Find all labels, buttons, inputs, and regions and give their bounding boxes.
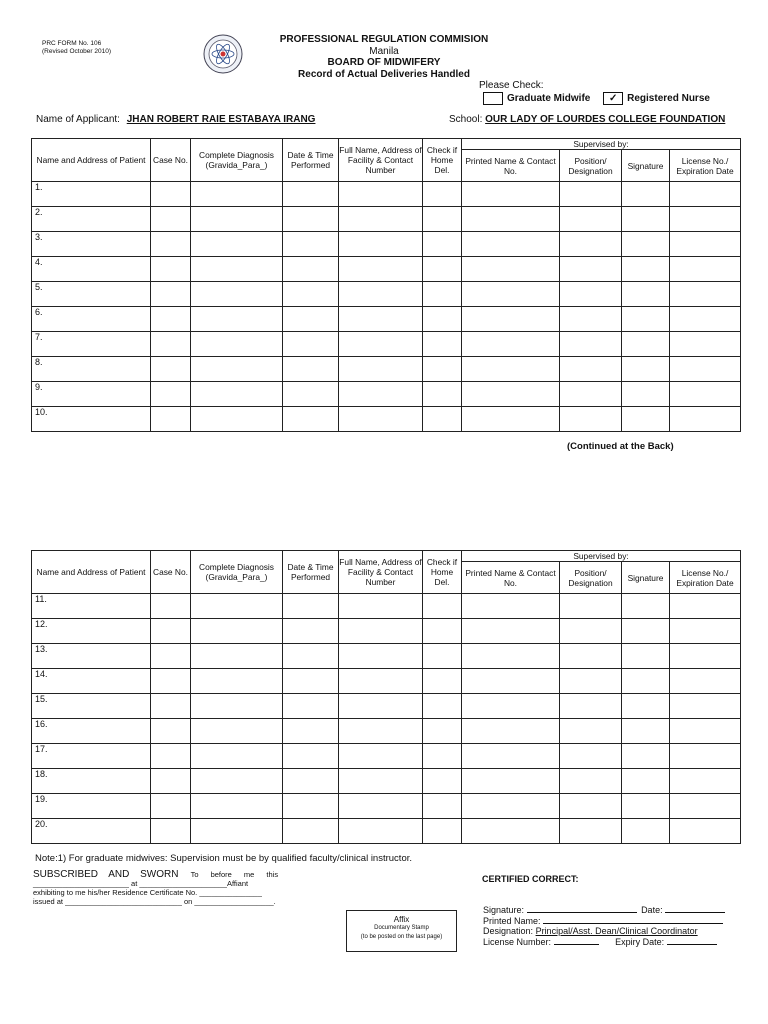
col-facility: Full Name, Address of Facility & Contact Number (339, 139, 423, 182)
table-cell[interactable] (670, 694, 741, 719)
table-cell[interactable] (670, 744, 741, 769)
table-cell[interactable] (622, 182, 670, 207)
certified-title: CERTIFIED CORRECT: (482, 874, 579, 884)
check-options (483, 92, 710, 105)
col-home-del: Check if Home Del. (423, 551, 462, 594)
table-cell[interactable] (339, 207, 423, 232)
stamp-title: Affix (393, 915, 410, 924)
table-cell[interactable] (622, 407, 670, 432)
table-cell[interactable] (191, 769, 283, 794)
table-cell[interactable] (423, 819, 462, 844)
col-printed-name: Printed Name & Contact No. (462, 150, 560, 182)
applicant-name-label: Name of Applicant: (36, 114, 120, 125)
table-cell[interactable] (151, 644, 191, 669)
table-cell[interactable] (191, 257, 283, 282)
row-number-cell[interactable]: 16. (32, 719, 151, 744)
form-title: Record of Actual Deliveries Handled (298, 68, 470, 80)
table-cell[interactable] (283, 819, 339, 844)
board-name: BOARD OF MIDWIFERY (327, 57, 441, 68)
table-cell[interactable] (462, 644, 560, 669)
signature-field[interactable] (527, 912, 637, 913)
table-cell[interactable] (670, 769, 741, 794)
table-cell[interactable] (670, 619, 741, 644)
oath-line-4[interactable]: issued at ____________________________ on ___________________. (33, 897, 276, 906)
table-cell[interactable] (462, 182, 560, 207)
table-cell[interactable] (670, 182, 741, 207)
row-number-cell[interactable]: 4. (32, 257, 151, 282)
table-cell[interactable] (560, 207, 622, 232)
table-cell[interactable] (560, 282, 622, 307)
table-cell[interactable] (191, 644, 283, 669)
table-cell[interactable] (670, 594, 741, 619)
table-cell[interactable] (151, 769, 191, 794)
table-cell[interactable] (462, 744, 560, 769)
table-cell[interactable] (191, 407, 283, 432)
table-row (32, 332, 741, 357)
table-cell[interactable] (423, 594, 462, 619)
row-number-cell[interactable]: 18. (32, 769, 151, 794)
supervision-note: Note:1) For graduate midwives: Supervision must be by qualified faculty/clinical instructor. (35, 853, 413, 864)
expiry-field[interactable] (667, 944, 717, 945)
continued-note: (Continued at the Back) (567, 441, 674, 452)
col-case-no: Case No. (151, 551, 191, 594)
row-number-cell[interactable]: 3. (32, 232, 151, 257)
table-cell[interactable] (622, 794, 670, 819)
table-cell[interactable] (339, 332, 423, 357)
table-cell[interactable] (151, 257, 191, 282)
table-cell[interactable] (339, 769, 423, 794)
date-label: Date: (641, 905, 663, 915)
table-cell[interactable] (339, 257, 423, 282)
table-cell[interactable] (283, 644, 339, 669)
table-cell[interactable] (283, 282, 339, 307)
oath-line-2[interactable]: _______________________ at _____________________Affiant (33, 879, 249, 888)
table-row (32, 357, 741, 382)
table-cell[interactable] (423, 307, 462, 332)
table-cell[interactable] (622, 282, 670, 307)
table-cell[interactable] (339, 182, 423, 207)
table-row (32, 232, 741, 257)
table-cell[interactable] (462, 232, 560, 257)
table-cell[interactable] (339, 694, 423, 719)
table-cell[interactable] (462, 332, 560, 357)
oath-block (33, 870, 293, 906)
table-cell[interactable] (423, 232, 462, 257)
table-cell[interactable] (622, 644, 670, 669)
table-cell[interactable] (151, 332, 191, 357)
col-diagnosis: Complete Diagnosis (Gravida_Para_) (191, 551, 283, 594)
designation-value[interactable]: Principal/Asst. Dean/Clinical Coordinator (535, 926, 698, 936)
table-cell[interactable] (560, 694, 622, 719)
table-cell[interactable] (423, 382, 462, 407)
table-cell[interactable] (423, 357, 462, 382)
col-license: License No./ Expiration Date (670, 562, 741, 594)
table-cell[interactable] (560, 257, 622, 282)
table-cell[interactable] (151, 307, 191, 332)
table-row (32, 644, 741, 669)
table-cell[interactable] (191, 669, 283, 694)
table-cell[interactable] (560, 769, 622, 794)
signature-label: Signature: (483, 905, 525, 915)
row-number-cell[interactable]: 19. (32, 794, 151, 819)
oath-sworn: SUBSCRIBED AND SWORN (33, 869, 179, 880)
row-number-cell[interactable]: 7. (32, 332, 151, 357)
table-cell[interactable] (423, 207, 462, 232)
table-cell[interactable] (283, 769, 339, 794)
table-cell[interactable] (283, 744, 339, 769)
table-cell[interactable] (283, 257, 339, 282)
table-cell[interactable] (283, 794, 339, 819)
table-cell[interactable] (622, 232, 670, 257)
table-cell[interactable] (670, 282, 741, 307)
table-cell[interactable] (670, 307, 741, 332)
col-patient: Name and Address of Patient (32, 551, 151, 594)
expiry-label: Expiry Date: (615, 936, 665, 947)
table-cell[interactable] (283, 207, 339, 232)
table-cell[interactable] (191, 819, 283, 844)
table-cell[interactable] (191, 182, 283, 207)
table-cell[interactable] (622, 207, 670, 232)
row-number-cell[interactable]: 5. (32, 282, 151, 307)
table-cell[interactable] (423, 619, 462, 644)
col-license: License No./ Expiration Date (670, 150, 741, 182)
table-cell[interactable] (462, 619, 560, 644)
row-number-cell[interactable]: 17. (32, 744, 151, 769)
table-cell[interactable] (191, 694, 283, 719)
table-cell[interactable] (462, 594, 560, 619)
table-cell[interactable] (339, 407, 423, 432)
table-cell[interactable] (423, 744, 462, 769)
table-cell[interactable] (339, 669, 423, 694)
table-cell[interactable] (191, 594, 283, 619)
table-cell[interactable] (151, 819, 191, 844)
table-cell[interactable] (283, 182, 339, 207)
table-cell[interactable] (560, 332, 622, 357)
school-value[interactable]: OUR LADY OF LOURDES COLLEGE FOUNDATION (485, 114, 726, 125)
table-cell[interactable] (191, 307, 283, 332)
table-cell[interactable] (560, 594, 622, 619)
table-cell[interactable] (622, 382, 670, 407)
col-home-del: Check if Home Del. (423, 139, 462, 182)
table-cell[interactable] (191, 794, 283, 819)
table-cell[interactable] (670, 207, 741, 232)
col-printed-name: Printed Name & Contact No. (462, 562, 560, 594)
form-revised: (Revised October 2010) (42, 48, 112, 55)
row-number-cell[interactable]: 1. (32, 182, 151, 207)
table-cell[interactable] (560, 232, 622, 257)
license-label: License Number: (483, 936, 552, 947)
table-cell[interactable] (560, 644, 622, 669)
table-cell[interactable] (462, 207, 560, 232)
stamp-line-2: (to be posted on the last page) (360, 934, 443, 940)
table-cell[interactable] (423, 182, 462, 207)
table-cell[interactable] (670, 719, 741, 744)
table-cell[interactable] (670, 257, 741, 282)
table-row (32, 694, 741, 719)
table-cell[interactable] (423, 794, 462, 819)
registered-nurse-checkbox[interactable]: ✓ (603, 92, 623, 105)
table-cell[interactable] (339, 819, 423, 844)
table-cell[interactable] (670, 332, 741, 357)
table-row (32, 744, 741, 769)
table-cell[interactable] (622, 669, 670, 694)
row-number-cell[interactable]: 2. (32, 207, 151, 232)
table-cell[interactable] (339, 744, 423, 769)
table-row (32, 307, 741, 332)
row-number-cell[interactable]: 10. (32, 407, 151, 432)
table-cell[interactable] (423, 719, 462, 744)
table-cell[interactable] (622, 257, 670, 282)
table-cell[interactable] (339, 282, 423, 307)
table-cell[interactable] (670, 407, 741, 432)
table-cell[interactable] (283, 232, 339, 257)
table-cell[interactable] (151, 719, 191, 744)
table-cell[interactable] (423, 257, 462, 282)
designation-label: Designation: (483, 926, 534, 936)
table-cell[interactable] (339, 357, 423, 382)
table-cell[interactable] (462, 819, 560, 844)
check-prompt: Please Check: (479, 80, 544, 91)
table-cell[interactable] (283, 407, 339, 432)
table-cell[interactable] (191, 619, 283, 644)
table-cell[interactable] (339, 232, 423, 257)
table-cell[interactable] (423, 407, 462, 432)
table-cell[interactable] (283, 669, 339, 694)
row-number-cell[interactable]: 14. (32, 669, 151, 694)
table-cell[interactable] (560, 719, 622, 744)
table-cell[interactable] (560, 407, 622, 432)
form-number: PRC FORM No. 106 (42, 40, 102, 47)
table-cell[interactable] (191, 744, 283, 769)
date-field[interactable] (665, 912, 725, 913)
table-cell[interactable] (622, 744, 670, 769)
table-cell[interactable] (622, 819, 670, 844)
table-cell[interactable] (339, 307, 423, 332)
table-cell[interactable] (560, 744, 622, 769)
table-cell[interactable] (462, 794, 560, 819)
table-cell[interactable] (560, 619, 622, 644)
table-cell[interactable] (670, 382, 741, 407)
deliveries-table-top (31, 138, 741, 432)
col-position: Position/ Designation (560, 562, 622, 594)
row-number-cell[interactable]: 12. (32, 619, 151, 644)
col-date-time: Date & Time Performed (283, 551, 339, 594)
row-number-cell[interactable]: 11. (32, 594, 151, 619)
table-cell[interactable] (560, 182, 622, 207)
org-name: PROFESSIONAL REGULATION COMMISION (279, 34, 489, 45)
col-signature: Signature (622, 150, 670, 182)
table-cell[interactable] (560, 357, 622, 382)
table-cell[interactable] (622, 769, 670, 794)
table-cell[interactable] (462, 382, 560, 407)
table-cell[interactable] (151, 407, 191, 432)
table-row (32, 182, 741, 207)
col-diagnosis: Complete Diagnosis (Gravida_Para_) (191, 139, 283, 182)
table-cell[interactable] (191, 357, 283, 382)
table-cell[interactable] (151, 232, 191, 257)
table-cell[interactable] (151, 694, 191, 719)
col-supervised-by: Supervised by: (462, 551, 741, 562)
table-cell[interactable] (191, 207, 283, 232)
table-cell[interactable] (151, 594, 191, 619)
table-row (32, 669, 741, 694)
row-number-cell[interactable]: 13. (32, 644, 151, 669)
table-cell[interactable] (283, 594, 339, 619)
table-cell[interactable] (423, 644, 462, 669)
table-row (32, 769, 741, 794)
table-cell[interactable] (151, 794, 191, 819)
table-cell[interactable] (622, 719, 670, 744)
table-row (32, 282, 741, 307)
table-cell[interactable] (283, 357, 339, 382)
table-cell[interactable] (283, 382, 339, 407)
table-cell[interactable] (151, 357, 191, 382)
table-cell[interactable] (339, 644, 423, 669)
table-cell[interactable] (670, 644, 741, 669)
table-cell[interactable] (151, 669, 191, 694)
table-cell[interactable] (151, 282, 191, 307)
table-cell[interactable] (283, 719, 339, 744)
applicant-name-value[interactable]: JHAN ROBERT RAIE ESTABAYA IRANG (126, 114, 316, 125)
table-cell[interactable] (423, 282, 462, 307)
oath-before-me: To before me this (190, 870, 279, 879)
table-cell[interactable] (191, 232, 283, 257)
table-cell[interactable] (462, 694, 560, 719)
table-row (32, 719, 741, 744)
table-cell[interactable] (423, 694, 462, 719)
table-row (32, 407, 741, 432)
table-cell[interactable] (622, 332, 670, 357)
table-cell[interactable] (670, 357, 741, 382)
col-case-no: Case No. (151, 139, 191, 182)
applicant-row (36, 114, 315, 125)
table-cell[interactable] (622, 619, 670, 644)
table-cell[interactable] (622, 357, 670, 382)
org-city: Manila (369, 45, 399, 57)
col-patient: Name and Address of Patient (32, 139, 151, 182)
table-cell[interactable] (670, 819, 741, 844)
documentary-stamp-box (346, 910, 457, 952)
table-cell[interactable] (462, 769, 560, 794)
deliveries-table-bottom (31, 550, 741, 844)
table-cell[interactable] (560, 794, 622, 819)
col-position: Position/ Designation (560, 150, 622, 182)
printed-name-label: Printed Name: (483, 915, 541, 926)
table-cell[interactable] (191, 282, 283, 307)
table-cell[interactable] (560, 819, 622, 844)
table-row (32, 794, 741, 819)
table-cell[interactable] (151, 207, 191, 232)
col-supervised-by: Supervised by: (462, 139, 741, 150)
row-number-cell[interactable]: 6. (32, 307, 151, 332)
oath-line-3[interactable]: exhibiting to me his/her Residence Certificate No. _______________ (33, 888, 262, 897)
table-cell[interactable] (670, 232, 741, 257)
table-cell[interactable] (423, 769, 462, 794)
table-cell[interactable] (283, 332, 339, 357)
table-cell[interactable] (560, 307, 622, 332)
certified-block (483, 905, 733, 947)
graduate-midwife-option[interactable] (483, 93, 593, 104)
table-cell[interactable] (339, 794, 423, 819)
graduate-midwife-label: Graduate Midwife (507, 93, 591, 105)
table-row (32, 207, 741, 232)
table-cell[interactable] (462, 307, 560, 332)
table-cell[interactable] (339, 594, 423, 619)
table-cell[interactable] (283, 307, 339, 332)
table-cell[interactable] (622, 594, 670, 619)
table-cell[interactable] (670, 794, 741, 819)
registered-nurse-label: Registered Nurse (627, 93, 710, 105)
table-row (32, 257, 741, 282)
table-row (32, 382, 741, 407)
table-cell[interactable] (283, 694, 339, 719)
table-cell[interactable] (622, 307, 670, 332)
school-row (449, 114, 725, 125)
school-label: School: (449, 114, 483, 125)
graduate-midwife-checkbox[interactable] (483, 92, 503, 105)
registered-nurse-option[interactable] (603, 93, 710, 104)
table-cell[interactable] (151, 744, 191, 769)
table-cell[interactable] (339, 719, 423, 744)
table-cell[interactable] (423, 332, 462, 357)
table-row (32, 819, 741, 844)
table-cell[interactable] (339, 382, 423, 407)
row-number-cell[interactable]: 8. (32, 357, 151, 382)
table-cell[interactable] (423, 669, 462, 694)
table-cell[interactable] (462, 719, 560, 744)
table-cell[interactable] (339, 619, 423, 644)
printed-name-field[interactable] (543, 923, 723, 924)
table-cell[interactable] (670, 669, 741, 694)
form-header (0, 34, 768, 80)
table-cell[interactable] (462, 669, 560, 694)
col-signature: Signature (622, 562, 670, 594)
row-number-cell[interactable]: 15. (32, 694, 151, 719)
table-cell[interactable] (191, 382, 283, 407)
table-cell[interactable] (462, 257, 560, 282)
col-date-time: Date & Time Performed (283, 139, 339, 182)
stamp-line-1: Documentary Stamp (374, 925, 429, 931)
table-cell[interactable] (462, 407, 560, 432)
table-cell[interactable] (191, 332, 283, 357)
table-cell[interactable] (560, 382, 622, 407)
table-row (32, 619, 741, 644)
table-cell[interactable] (191, 719, 283, 744)
table-cell[interactable] (622, 694, 670, 719)
table-row (32, 594, 741, 619)
table-cell[interactable] (462, 282, 560, 307)
table-cell[interactable] (151, 619, 191, 644)
row-number-cell[interactable]: 9. (32, 382, 151, 407)
table-cell[interactable] (462, 357, 560, 382)
table-cell[interactable] (283, 619, 339, 644)
table-cell[interactable] (151, 382, 191, 407)
col-facility: Full Name, Address of Facility & Contact Number (339, 551, 423, 594)
table-cell[interactable] (151, 182, 191, 207)
table-cell[interactable] (560, 669, 622, 694)
license-field[interactable] (554, 944, 599, 945)
row-number-cell[interactable]: 20. (32, 819, 151, 844)
